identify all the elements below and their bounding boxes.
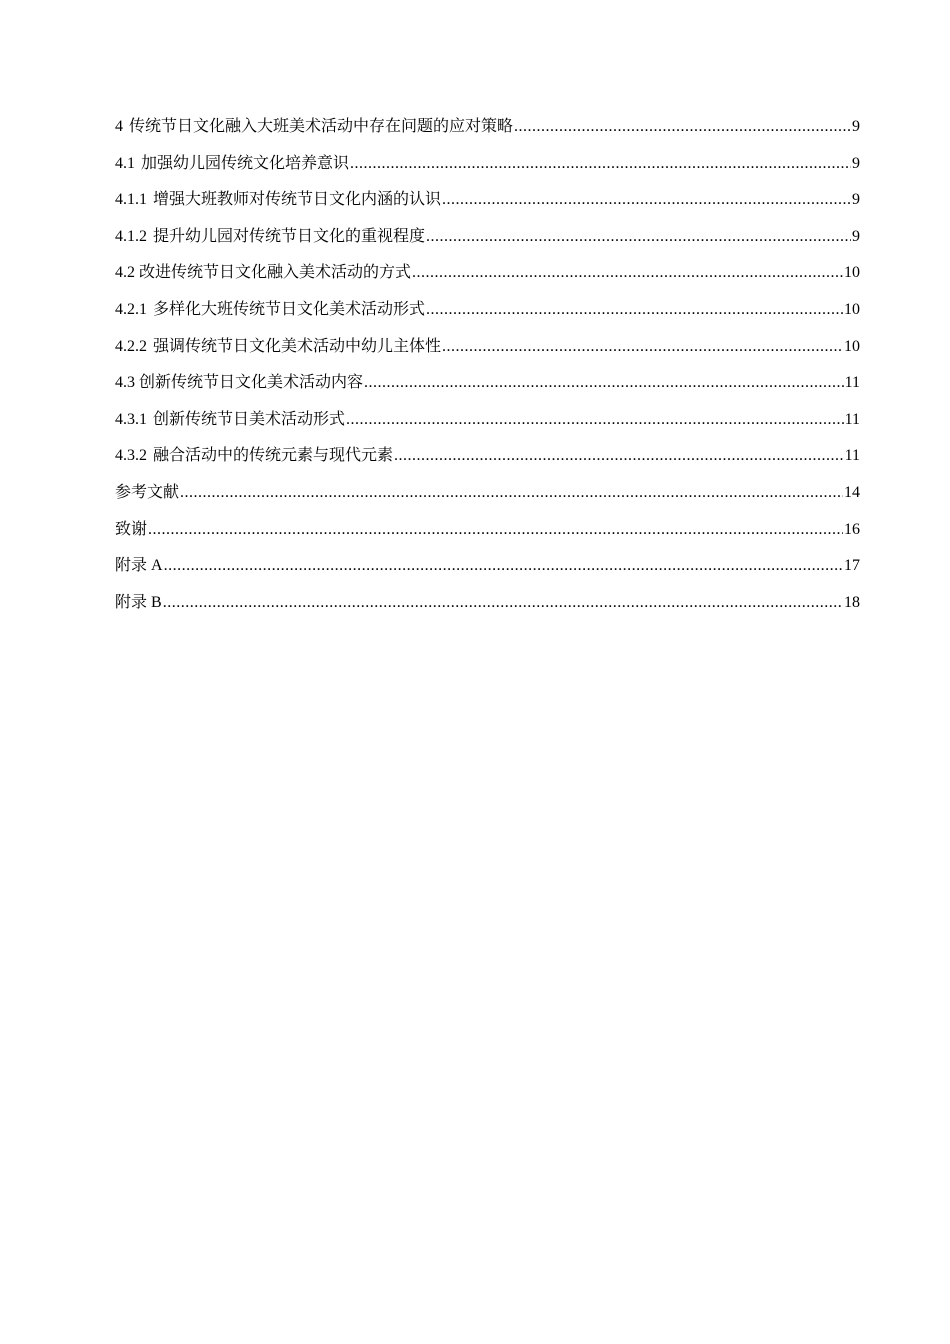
toc-dot-leader [394,442,844,470]
toc-entry-title [115,442,393,470]
toc-entry-page: 11 [844,447,860,465]
toc-dot-leader [164,552,843,580]
toc-entry-title [115,406,345,434]
toc-entry-text: 创新传统节日文化美术活动内容 [139,374,364,392]
toc-entry-text: 融合活动中的传统元素与现代元素 [153,447,394,465]
toc-entry[interactable] [115,552,860,589]
toc-entry-title [115,589,162,617]
toc-entry-text: 致谢 [115,520,148,538]
toc-entry-page: 17 [844,557,860,575]
toc-entry-number: 4.1.2 [115,227,147,245]
toc-entry-title [115,113,513,141]
toc-dot-leader [412,259,843,287]
toc-entry-number: 4.3.1 [115,410,147,428]
toc-dot-leader [426,223,851,251]
toc-entry-number: 4.2.2 [115,337,147,355]
toc-entry-text: 改进传统节日文化融入美术活动的方式 [139,264,412,282]
toc-entry-text: 提升幼儿园对传统节日文化的重视程度 [153,227,426,245]
toc-entry[interactable] [115,223,860,260]
toc-entry[interactable] [115,186,860,223]
toc-entry[interactable] [115,479,860,516]
toc-entry-text: 创新传统节日美术活动形式 [153,410,346,428]
toc-entry-page: 14 [844,483,860,501]
toc-entry-number: 4 [115,118,123,135]
toc-dot-leader [514,113,851,141]
toc-entry-text: 传统节日文化融入大班美术活动中存在问题的应对策略 [129,118,514,135]
toc-entry[interactable] [115,150,860,187]
toc-entry-title [115,479,179,507]
toc-entry-number: 4.3.2 [115,447,147,465]
toc-entry[interactable] [115,333,860,370]
toc-entry-title [115,369,363,397]
toc-entry-title [115,296,425,324]
toc-dot-leader [350,150,851,178]
toc-entry-number: 4.2.1 [115,300,147,318]
toc-entry[interactable] [115,406,860,443]
toc-entry-page: 10 [844,337,860,355]
toc-entry-page: 9 [852,154,860,172]
toc-entry-number: 4.2 [115,264,135,282]
toc-entry[interactable] [115,589,860,626]
toc-entry-title [115,333,441,361]
toc-entry[interactable] [115,113,860,150]
toc-entry-page: 16 [844,520,860,538]
toc-entry[interactable] [115,259,860,296]
toc-entry-text: 强调传统节日文化美术活动中幼儿主体性 [153,337,442,355]
toc-entry-page: 11 [844,410,860,428]
toc-entry-page: 18 [844,593,860,611]
toc-dot-leader [148,516,843,544]
toc-entry-page: 9 [852,227,860,245]
toc-entry-number: 4.1.1 [115,191,147,209]
toc-entry-text: 参考文献 [115,483,180,501]
toc-entry-title [115,552,163,580]
toc-entry-number: 4.3 [115,374,135,392]
toc-entry[interactable] [115,296,860,333]
toc-entry-title [115,223,425,251]
toc-entry-title [115,516,147,544]
toc-entry-page: 11 [844,374,860,392]
toc-entry-title [115,259,411,287]
toc-dot-leader [442,333,843,361]
toc-entry-page: 10 [844,264,860,282]
toc-entry-text: 附录 A [115,557,163,575]
toc-dot-leader [163,589,843,617]
toc-dot-leader [364,369,844,397]
toc-dot-leader [180,479,843,507]
toc-entry-number: 4.1 [115,154,135,172]
toc-entry-page: 9 [852,191,860,209]
toc-entry-title [115,186,441,214]
toc-dot-leader [442,186,851,214]
toc-entry-text: 多样化大班传统节日文化美术活动形式 [153,300,426,318]
toc-entry-title [115,150,349,178]
toc-entry-text: 增强大班教师对传统节日文化内涵的认识 [153,191,442,209]
toc-entry-page: 9 [852,118,860,135]
toc-entry[interactable] [115,442,860,479]
toc-entry-text: 加强幼儿园传统文化培养意识 [141,154,350,172]
table-of-contents [115,113,860,625]
toc-entry[interactable] [115,516,860,553]
toc-entry-page: 10 [844,300,860,318]
toc-dot-leader [426,296,843,324]
toc-dot-leader [346,406,844,434]
toc-entry-text: 附录 B [115,593,162,611]
toc-entry[interactable] [115,369,860,406]
